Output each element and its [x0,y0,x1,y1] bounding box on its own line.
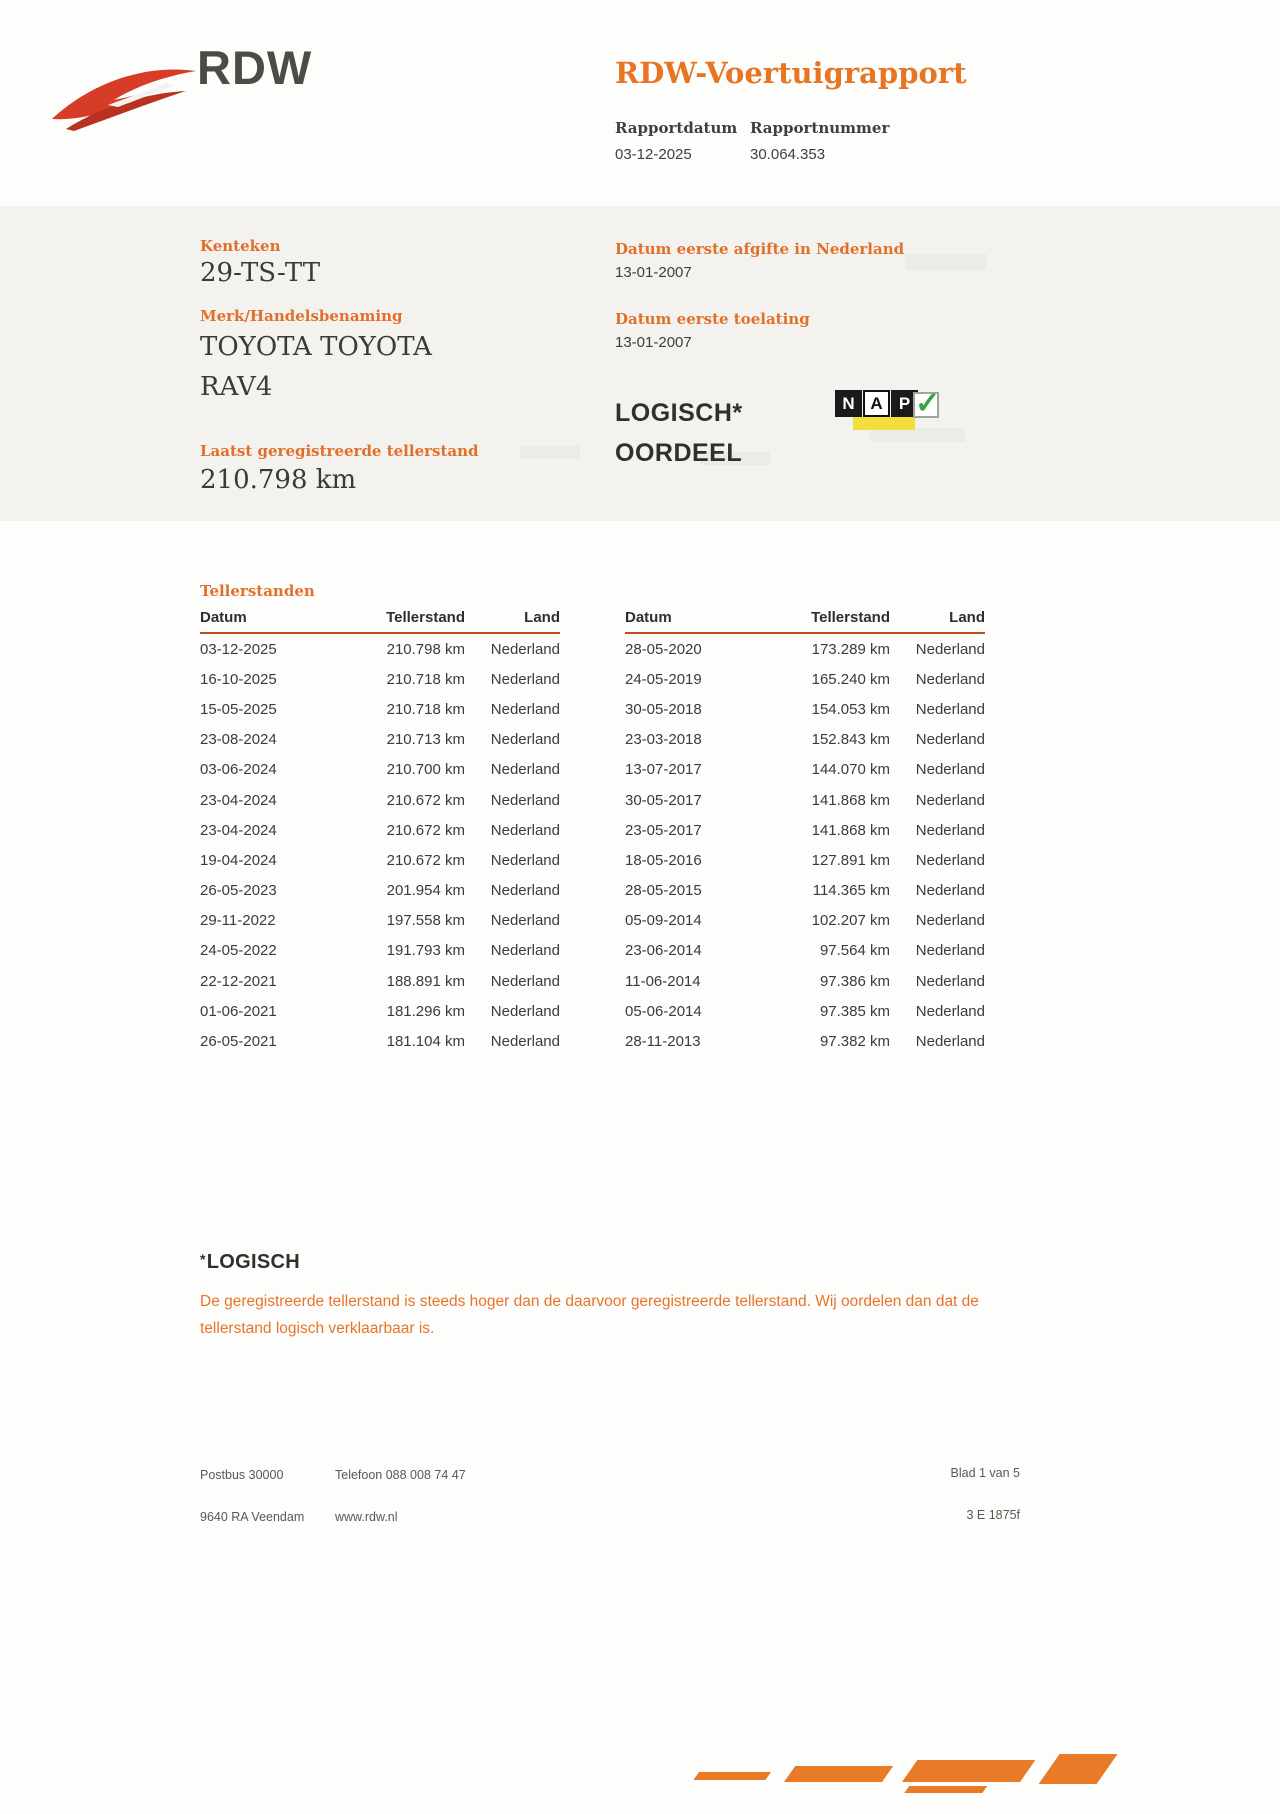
datum-cell: 30-05-2018 [625,700,702,718]
table-row [625,996,985,1026]
merk-value-line2: RAV4 [200,372,273,402]
datum-cell: 11-06-2014 [625,972,701,990]
column-header-datum: Datum [625,605,757,633]
table-row [200,633,560,664]
tellerstand-value: 210.798 km [200,465,357,495]
datum-cell: 24-05-2019 [625,670,702,688]
table-row [200,845,560,875]
tellerstand-cell: 114.365 km [812,882,890,900]
merk-value-line1: TOYOTA TOYOTA [200,332,432,362]
tellerstand-cell: 181.104 km [386,1033,465,1051]
datum-cell: 15-05-2025 [200,700,277,718]
report-number-label: Rapportnummer [750,119,890,137]
datum-cell: 16-10-2025 [200,670,277,688]
datum-cell: 29-11-2022 [200,912,276,930]
tellerstand-label: Laatst geregistreerde tellerstand [200,442,479,460]
tellerstand-cell: 210.672 km [386,851,465,869]
table-row [625,936,985,966]
land-cell: Nederland [490,972,560,990]
land-cell: Nederland [915,731,985,749]
report-title: RDW-Voertuigrapport [615,56,967,90]
tellerstand-cell: 97.385 km [819,1002,890,1020]
table-row [200,694,560,724]
datum-cell: 28-05-2020 [625,640,702,658]
tellerstand-cell: 210.798 km [386,640,465,658]
land-cell: Nederland [915,1002,985,1020]
datum-cell: 22-12-2021 [200,972,277,990]
table-header-row [200,605,560,633]
tellerstand-cell: 152.843 km [811,731,890,749]
scan-artifact [905,254,987,270]
table-row [200,755,560,785]
table-row [200,876,560,906]
tellerstand-cell: 144.070 km [811,761,890,779]
datum-cell: 26-05-2021 [200,1033,277,1051]
afgifte-label: Datum eerste afgifte in Nederland [615,240,905,258]
land-cell: Nederland [915,640,985,658]
column-header-datum: Datum [200,605,332,633]
land-cell: Nederland [490,1033,560,1051]
datum-cell: 30-05-2017 [625,791,702,809]
datum-cell: 05-06-2014 [625,1002,702,1020]
report-date-value: 03-12-2025 [615,146,692,163]
footer-page-number: Blad 1 van 5 [950,1466,1020,1480]
logisch-explanation: De geregistreerde tellerstand is steeds hoger dan de daarvoor geregistreerde tellerstand. Wij oordelen dan dat de tellerstand logisch verklaarbaar is. [200,1293,979,1337]
datum-cell: 23-03-2018 [625,731,702,749]
footer-address-line2: 9640 RA Veendam [200,1510,305,1524]
table-row [200,1026,560,1056]
tellerstand-cell: 188.891 km [386,972,465,990]
tellerstand-cell: 97.386 km [819,972,890,990]
datum-cell: 23-04-2024 [200,791,277,809]
scan-artifact [520,446,580,459]
column-header-tellerstand: Tellerstand [757,605,890,633]
table-row [200,996,560,1026]
merk-label: Merk/Handelsbenaming [200,307,403,325]
kenteken-value: 29-TS-TT [200,258,321,288]
land-cell: Nederland [915,882,985,900]
table-row [200,906,560,936]
land-cell: Nederland [490,640,560,658]
table-row [200,785,560,815]
column-header-land: Land [890,605,985,633]
datum-cell: 18-05-2016 [625,851,702,869]
nap-letter-a: A [863,390,890,417]
logisch-asterisk: * [200,1251,206,1267]
table-row [625,815,985,845]
table-row [200,815,560,845]
land-cell: Nederland [915,942,985,960]
datum-cell: 26-05-2023 [200,882,277,900]
land-cell: Nederland [915,821,985,839]
datum-cell: 01-06-2021 [200,1002,277,1020]
tellerstand-cell: 181.296 km [386,1002,465,1020]
tellerstand-cell: 173.289 km [811,640,890,658]
datum-cell: 23-05-2017 [625,821,702,839]
tellerstand-cell: 102.207 km [811,912,890,930]
land-cell: Nederland [915,851,985,869]
logisch-heading-text: LOGISCH [206,1251,300,1273]
land-cell: Nederland [490,821,560,839]
table-row [625,845,985,875]
tellerstand-cell: 97.564 km [819,942,890,960]
toelating-value: 13-01-2007 [615,334,692,351]
tellerstanden-table-right [625,605,985,1057]
tellerstand-cell: 210.672 km [386,791,465,809]
column-header-tellerstand: Tellerstand [332,605,465,633]
table-row [625,725,985,755]
tellerstand-cell: 210.713 km [386,731,465,749]
table-row [200,664,560,694]
logisch-heading [200,1251,300,1274]
tellerstanden-table-left [200,605,560,1057]
land-cell: Nederland [915,912,985,930]
tellerstand-cell: 201.954 km [386,882,465,900]
scan-artifact [870,428,965,442]
datum-cell: 03-12-2025 [200,640,277,658]
nap-letter-p: P [891,390,918,417]
column-header-land: Land [465,605,560,633]
datum-cell: 24-05-2022 [200,942,277,960]
datum-cell: 23-08-2024 [200,731,277,749]
land-cell: Nederland [915,761,985,779]
toelating-label: Datum eerste toelating [615,310,810,328]
datum-cell: 13-07-2017 [625,761,702,779]
table-row [200,936,560,966]
tellerstand-cell: 165.240 km [811,670,890,688]
land-cell: Nederland [490,851,560,869]
land-cell: Nederland [490,882,560,900]
footer-website: www.rdw.nl [335,1510,398,1524]
datum-cell: 28-05-2015 [625,882,702,900]
tellerstand-cell: 210.718 km [386,670,465,688]
land-cell: Nederland [490,670,560,688]
land-cell: Nederland [915,972,985,990]
nap-logo-icon [835,387,941,430]
table-row [625,876,985,906]
land-cell: Nederland [490,942,560,960]
afgifte-value: 13-01-2007 [615,264,692,281]
land-cell: Nederland [490,1002,560,1020]
datum-cell: 23-04-2024 [200,821,277,839]
table-row [625,966,985,996]
oordeel-line1: LOGISCH* [615,399,743,427]
tellerstand-cell: 141.868 km [811,821,890,839]
table-row [625,906,985,936]
table-row [625,785,985,815]
decorative-swoosh-icon [665,1752,1135,1809]
land-cell: Nederland [915,1033,985,1051]
tellerstand-cell: 191.793 km [386,942,465,960]
table-row [625,694,985,724]
datum-cell: 23-06-2014 [625,942,702,960]
rdw-logo-icon [48,55,198,143]
table-row [625,1026,985,1056]
nap-yellow-bar [853,417,915,430]
tellerstand-cell: 210.718 km [386,700,465,718]
tellerstand-cell: 154.053 km [811,700,890,718]
tellerstanden-heading: Tellerstanden [200,582,315,600]
land-cell: Nederland [490,731,560,749]
table-row [625,664,985,694]
table-row [200,966,560,996]
tellerstand-cell: 97.382 km [819,1033,890,1051]
tellerstand-cell: 197.558 km [386,912,465,930]
table-row [200,725,560,755]
datum-cell: 28-11-2013 [625,1033,701,1051]
footer-form-code: 3 E 1875f [966,1508,1020,1522]
land-cell: Nederland [915,791,985,809]
kenteken-label: Kenteken [200,237,281,255]
tellerstand-cell: 127.891 km [811,851,890,869]
land-cell: Nederland [490,761,560,779]
tellerstand-cell: 210.672 km [386,821,465,839]
nap-letter-n: N [835,390,862,417]
tellerstand-cell: 141.868 km [811,791,890,809]
report-date-label: Rapportdatum [615,119,738,137]
land-cell: Nederland [915,670,985,688]
table-row [625,755,985,785]
oordeel-text [615,393,743,473]
footer-phone: Telefoon 088 008 74 47 [335,1468,466,1482]
report-number-value: 30.064.353 [750,146,826,163]
footer-address-line1: Postbus 30000 [200,1468,284,1482]
nap-checkmark-icon: ✓ [915,387,941,420]
land-cell: Nederland [490,700,560,718]
land-cell: Nederland [915,700,985,718]
datum-cell: 03-06-2024 [200,761,277,779]
rdw-wordmark: RDW [197,41,313,94]
oordeel-line2: OORDEEL [615,439,743,467]
tellerstand-cell: 210.700 km [386,761,465,779]
land-cell: Nederland [490,791,560,809]
datum-cell: 19-04-2024 [200,851,277,869]
land-cell: Nederland [490,912,560,930]
table-row [625,633,985,664]
table-header-row [625,605,985,633]
datum-cell: 05-09-2014 [625,912,702,930]
